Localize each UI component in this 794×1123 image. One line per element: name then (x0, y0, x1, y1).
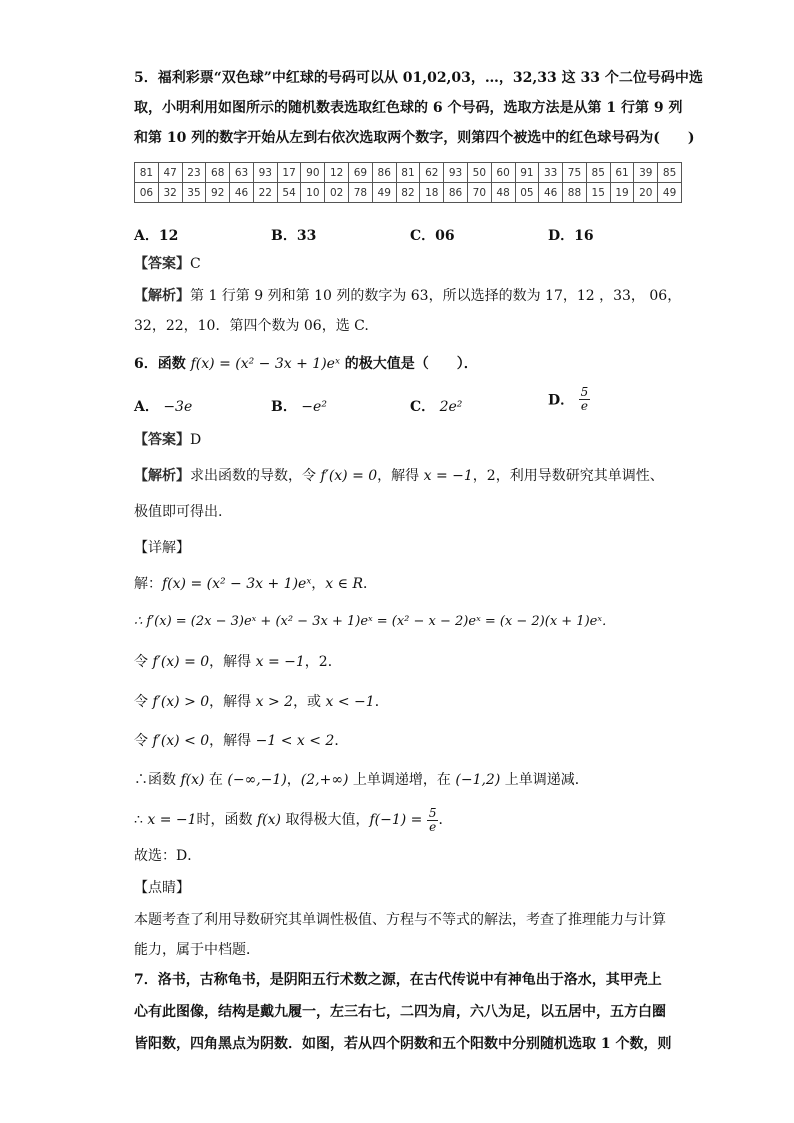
table-cell: 12 (325, 163, 349, 183)
table-cell: 15 (586, 183, 610, 203)
table-cell: 35 (182, 183, 206, 203)
q5-analysis-line-1 (134, 286, 681, 306)
answer-tag: 【答案】 (134, 256, 190, 272)
table-cell: 48 (491, 183, 515, 203)
table-cell: 46 (230, 183, 254, 203)
analysis-tag: 【解析】 (134, 468, 190, 484)
q6-function-formula: f(x) = (x² − 3x + 1)eˣ (190, 356, 340, 372)
q6-detail-line-5: 令 f′(x) < 0，解得 −1 < x < 2． (134, 733, 349, 749)
q5-answer (134, 254, 201, 274)
q7-stem-line-2: 心有此图像，结构是戴九履一，左三右七，二四为肩，六八为足，以五居中，五方白圈 (134, 1004, 666, 1020)
table-cell: 93 (253, 163, 277, 183)
table-cell: 32 (158, 183, 182, 203)
table-cell: 85 (658, 163, 682, 183)
table-cell: 49 (372, 183, 396, 203)
q6-analysis-line-2: 极值即可得出. (134, 504, 223, 520)
q6-option-b: B． −e² (271, 399, 327, 415)
q6-comment-line-1: 本题考查了利用导数研究其单调性极值、方程与不等式的解法，考查了推理能力与计算 (134, 912, 666, 928)
q6-option-d: D． $\frac{5}{e}$ (548, 385, 589, 413)
q6-detail-line-7: ∴ x = −1时，函数 f(x) 取得极大值，f(−1) = $\frac{5}{e}$ ． (134, 805, 453, 834)
table-cell: 90 (301, 163, 325, 183)
q6-option-a: A． −3e (134, 399, 193, 415)
q5-stem-line-1: 5．福利彩票“双色球”中红球的号码可以从 01,02,03，…，32,33 这 33 个二位号码中选 (134, 70, 703, 86)
table-cell: 49 (658, 183, 682, 203)
q6-detail-tag: 【详解】 (134, 540, 190, 556)
q5-stem-line-2: 取，小明利用如图所示的随机数表选取红色球的 6 个号码，选取方法是从第 1 行第 9 列 (134, 100, 683, 116)
table-cell: 86 (444, 183, 468, 203)
table-cell: 70 (467, 183, 491, 203)
table-cell: 06 (135, 183, 159, 203)
fraction: $\frac{5}{e}$ (428, 805, 437, 834)
analysis-text: 第 1 行第 9 列和第 10 列的数字为 63，所以选择的数为 17，12 ，33， 06， (190, 288, 682, 304)
q7-stem-line-3: 皆阳数，四角黑点为阴数．如图，若从四个阴数和五个阳数中分别随机选取 1 个数，则 (134, 1036, 672, 1052)
table-cell: 50 (467, 163, 491, 183)
analysis-tag: 【解析】 (134, 288, 190, 304)
q5-analysis-line-2: 32，22，10．第四个数为 06，选 C. (134, 318, 369, 334)
table-cell: 19 (610, 183, 634, 203)
random-number-table (134, 162, 682, 203)
table-cell: 18 (420, 183, 444, 203)
table-cell: 81 (396, 163, 420, 183)
table-cell: 46 (539, 183, 563, 203)
table-cell: 05 (515, 183, 539, 203)
answer-value: D (190, 432, 202, 448)
table-cell: 23 (182, 163, 206, 183)
table-cell: 22 (253, 183, 277, 203)
q5-option-d: D．16 (548, 228, 594, 244)
table-cell: 75 (563, 163, 587, 183)
table-cell: 91 (515, 163, 539, 183)
table-cell: 39 (634, 163, 658, 183)
q6-choose: 故选：D． (134, 848, 202, 864)
table-cell: 92 (206, 183, 230, 203)
q5-option-a: A．12 (134, 228, 179, 244)
q6-detail-line-3: 令 f′(x) = 0，解得 x = −1，2． (134, 654, 342, 670)
q7-stem-line-1: 7．洛书，古称龟书，是阴阳五行术数之源，在古代传说中有神龟出于洛水，其甲壳上 (134, 972, 662, 988)
table-cell: 33 (539, 163, 563, 183)
q5-option-b: B．33 (271, 228, 317, 244)
q6-stem (134, 354, 478, 374)
q6-options (134, 385, 674, 420)
q6-option-c: C． 2e² (410, 399, 463, 415)
answer-value: C (190, 256, 201, 272)
q6-detail-line-1: 解：f(x) = (x² − 3x + 1)eˣ，x ∈ R． (134, 576, 377, 592)
table-row (135, 163, 682, 183)
table-cell: 47 (158, 163, 182, 183)
table-cell: 88 (563, 183, 587, 203)
table-cell: 54 (277, 183, 301, 203)
table-cell: 78 (349, 183, 373, 203)
table-row (135, 183, 682, 203)
table-cell: 10 (301, 183, 325, 203)
table-cell: 02 (325, 183, 349, 203)
q6-answer (134, 430, 201, 450)
fraction: $\frac{5}{e}$ (580, 385, 589, 413)
q5-option-c: C．06 (410, 228, 455, 244)
table-cell: 63 (230, 163, 254, 183)
q5-options (134, 225, 674, 245)
q6-stem-prefix: 6．函数 (134, 356, 191, 372)
table-cell: 20 (634, 183, 658, 203)
table-cell: 82 (396, 183, 420, 203)
answer-tag: 【答案】 (134, 432, 190, 448)
q6-analysis-line-1: 【解析】求出函数的导数，令 f′(x) = 0，解得 x = −1，2，利用导数研究其单调性、 (134, 468, 664, 484)
table-cell: 68 (206, 163, 230, 183)
table-cell: 69 (349, 163, 373, 183)
table-cell: 17 (277, 163, 301, 183)
table-cell: 81 (135, 163, 159, 183)
q6-comment-line-2: 能力，属于中档题． (134, 942, 260, 958)
q6-comment-tag: 【点睛】 (134, 880, 190, 896)
table-cell: 93 (444, 163, 468, 183)
table-cell: 85 (586, 163, 610, 183)
q5-stem-line-3: 和第 10 列的数字开始从左到右依次选取两个数字，则第四个被选中的红色球号码为( ) (134, 130, 695, 146)
q6-stem-suffix: 的极大值是（ ）． (339, 356, 478, 372)
table-cell: 62 (420, 163, 444, 183)
table-cell: 60 (491, 163, 515, 183)
q6-detail-line-2: ∴ f′(x) = (2x − 3)eˣ + (x² − 3x + 1)eˣ = (x² − x − 2)eˣ = (x − 2)(x + 1)eˣ． (134, 614, 615, 629)
table-cell: 86 (372, 163, 396, 183)
q6-detail-line-6: ∴函数 f(x) 在 (−∞,−1)，(2,+∞) 上单调递增，在 (−1,2) 上单调递减． (134, 772, 589, 788)
table-cell: 61 (610, 163, 634, 183)
q6-detail-line-4: 令 f′(x) > 0，解得 x > 2，或 x < −1． (134, 694, 389, 710)
